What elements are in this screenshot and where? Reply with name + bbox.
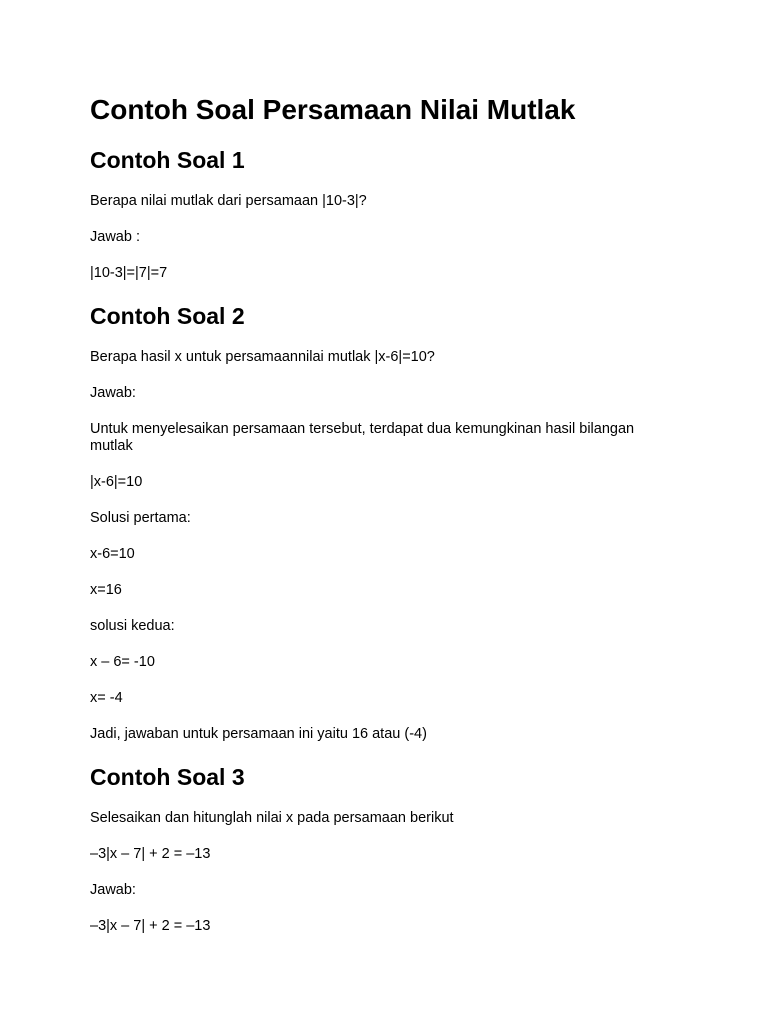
paragraph: solusi kedua: (90, 618, 175, 634)
section-contoh-soal-1 (90, 145, 678, 282)
section-contoh-soal-3 (90, 762, 678, 935)
paragraph: |10-3|=|7|=7 (90, 265, 168, 281)
section-heading: Contoh Soal 1 (90, 147, 245, 173)
paragraph: Jadi, jawaban untuk persamaan ini yaitu 16 atau (-4) (90, 726, 427, 742)
section-heading: Contoh Soal 2 (90, 303, 245, 329)
paragraph: Jawab : (90, 229, 140, 245)
paragraph: Selesaikan dan hitunglah nilai x pada persamaan berikut (90, 810, 454, 826)
paragraph: x= -4 (90, 690, 123, 706)
section-contoh-soal-2 (90, 301, 678, 743)
page-title: Contoh Soal Persamaan Nilai Mutlak (90, 94, 576, 125)
title-block (90, 93, 678, 127)
paragraph: |x-6|=10 (90, 474, 143, 490)
paragraph: x=16 (90, 582, 122, 598)
paragraph: –3|x – 7| + 2 = –13 (90, 918, 211, 934)
paragraph: –3|x – 7| + 2 = –13 (90, 846, 211, 862)
paragraph: Untuk menyelesaikan persamaan tersebut, terdapat dua kemungkinan hasil bilangan mutlak (90, 421, 635, 454)
paragraph: Solusi pertama: (90, 510, 191, 526)
paragraph: x-6=10 (90, 546, 135, 562)
paragraph: Berapa nilai mutlak dari persamaan |10-3|? (90, 193, 367, 209)
paragraph: Berapa hasil x untuk persamaannilai mutlak |x-6|=10? (90, 349, 435, 365)
paragraph: x – 6= -10 (90, 654, 155, 670)
paragraph: Jawab: (90, 385, 136, 401)
paragraph: Jawab: (90, 882, 136, 898)
section-heading: Contoh Soal 3 (90, 764, 245, 790)
